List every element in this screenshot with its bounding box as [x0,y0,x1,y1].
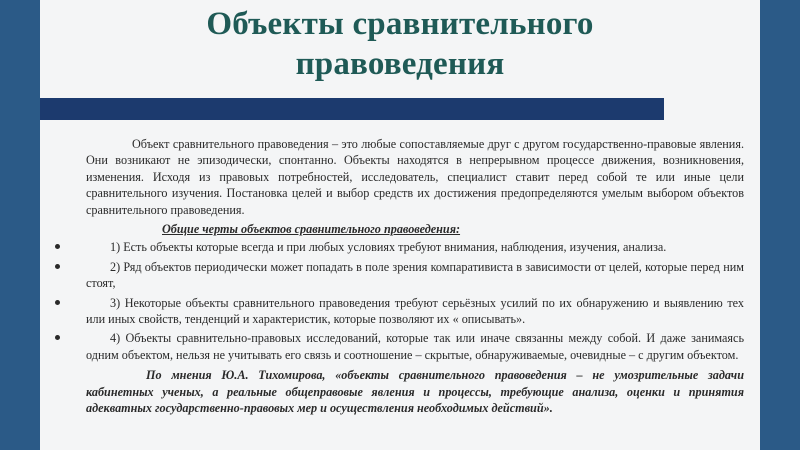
feature-text: 1) Есть объекты которые всегда и при любых условиях требуют внимания, наблюдения, изучения, анализа. [110,240,667,255]
bullet-icon [55,244,60,249]
bullet-icon [55,300,60,305]
features-subheading: Общие черты объектов сравнительного правоведения: [162,222,461,237]
feature-item [86,330,744,363]
slide-title [40,4,760,84]
slide-title-line-2: правоведения [295,46,505,82]
slide-content [86,136,744,417]
bullet-icon [55,264,60,269]
feature-item [86,295,744,328]
feature-text: 3) Некоторые объекты сравнительного правоведения требуют серьёзных усилий по их обнаружению и выявлению тех или иных свойств, тенденций и характеристик, которые позволяют их « описывать». [86,295,744,327]
tikhomirov-quote: По мнения Ю.А. Тихомирова, «объекты сравнительного правоведения – не умозрительные задачи кабинетных ученых, а реальные общеправовые явления и процессы, требующие анализа, оценки и принятия адекватных государственно-правовых мер и осуществления необходимых действий». [86,368,744,416]
slide [40,0,760,450]
intro-paragraph: Объект сравнительного правоведения – это любые сопоставляемые друг с другом государственно-правовые явления. Они возникают не эпизодически, спонтанно. Объекты находятся в непрерывном процессе движения, возникновения, изменения. Исходя из правовых потребностей, исследователь, специалист ставит перед собой те или иные цели сравнительного изучения. Постановка целей и выбор средств их достижения предопределяются умелым выбором объектов сравнительного правоведения. [86,137,744,217]
feature-item [86,259,744,292]
feature-text: 2) Ряд объектов периодически может попадать в поле зрения компаративиста в зависимости от целей, которые перед ним стоят, [86,259,744,291]
feature-item [86,239,744,255]
slide-title-line-1: Объекты сравнительного [206,6,594,42]
title-underline-bar [40,98,664,120]
feature-text: 4) Объекты сравнительно-правовых исследований, которые так или иначе связанны между собой. И даже занимаясь одним объектом, нельзя не учитывать его связь и соотношение – скрытые, обнаруживаемые, очевидные – с другим объектом. [86,331,744,362]
bullet-icon [55,335,60,340]
